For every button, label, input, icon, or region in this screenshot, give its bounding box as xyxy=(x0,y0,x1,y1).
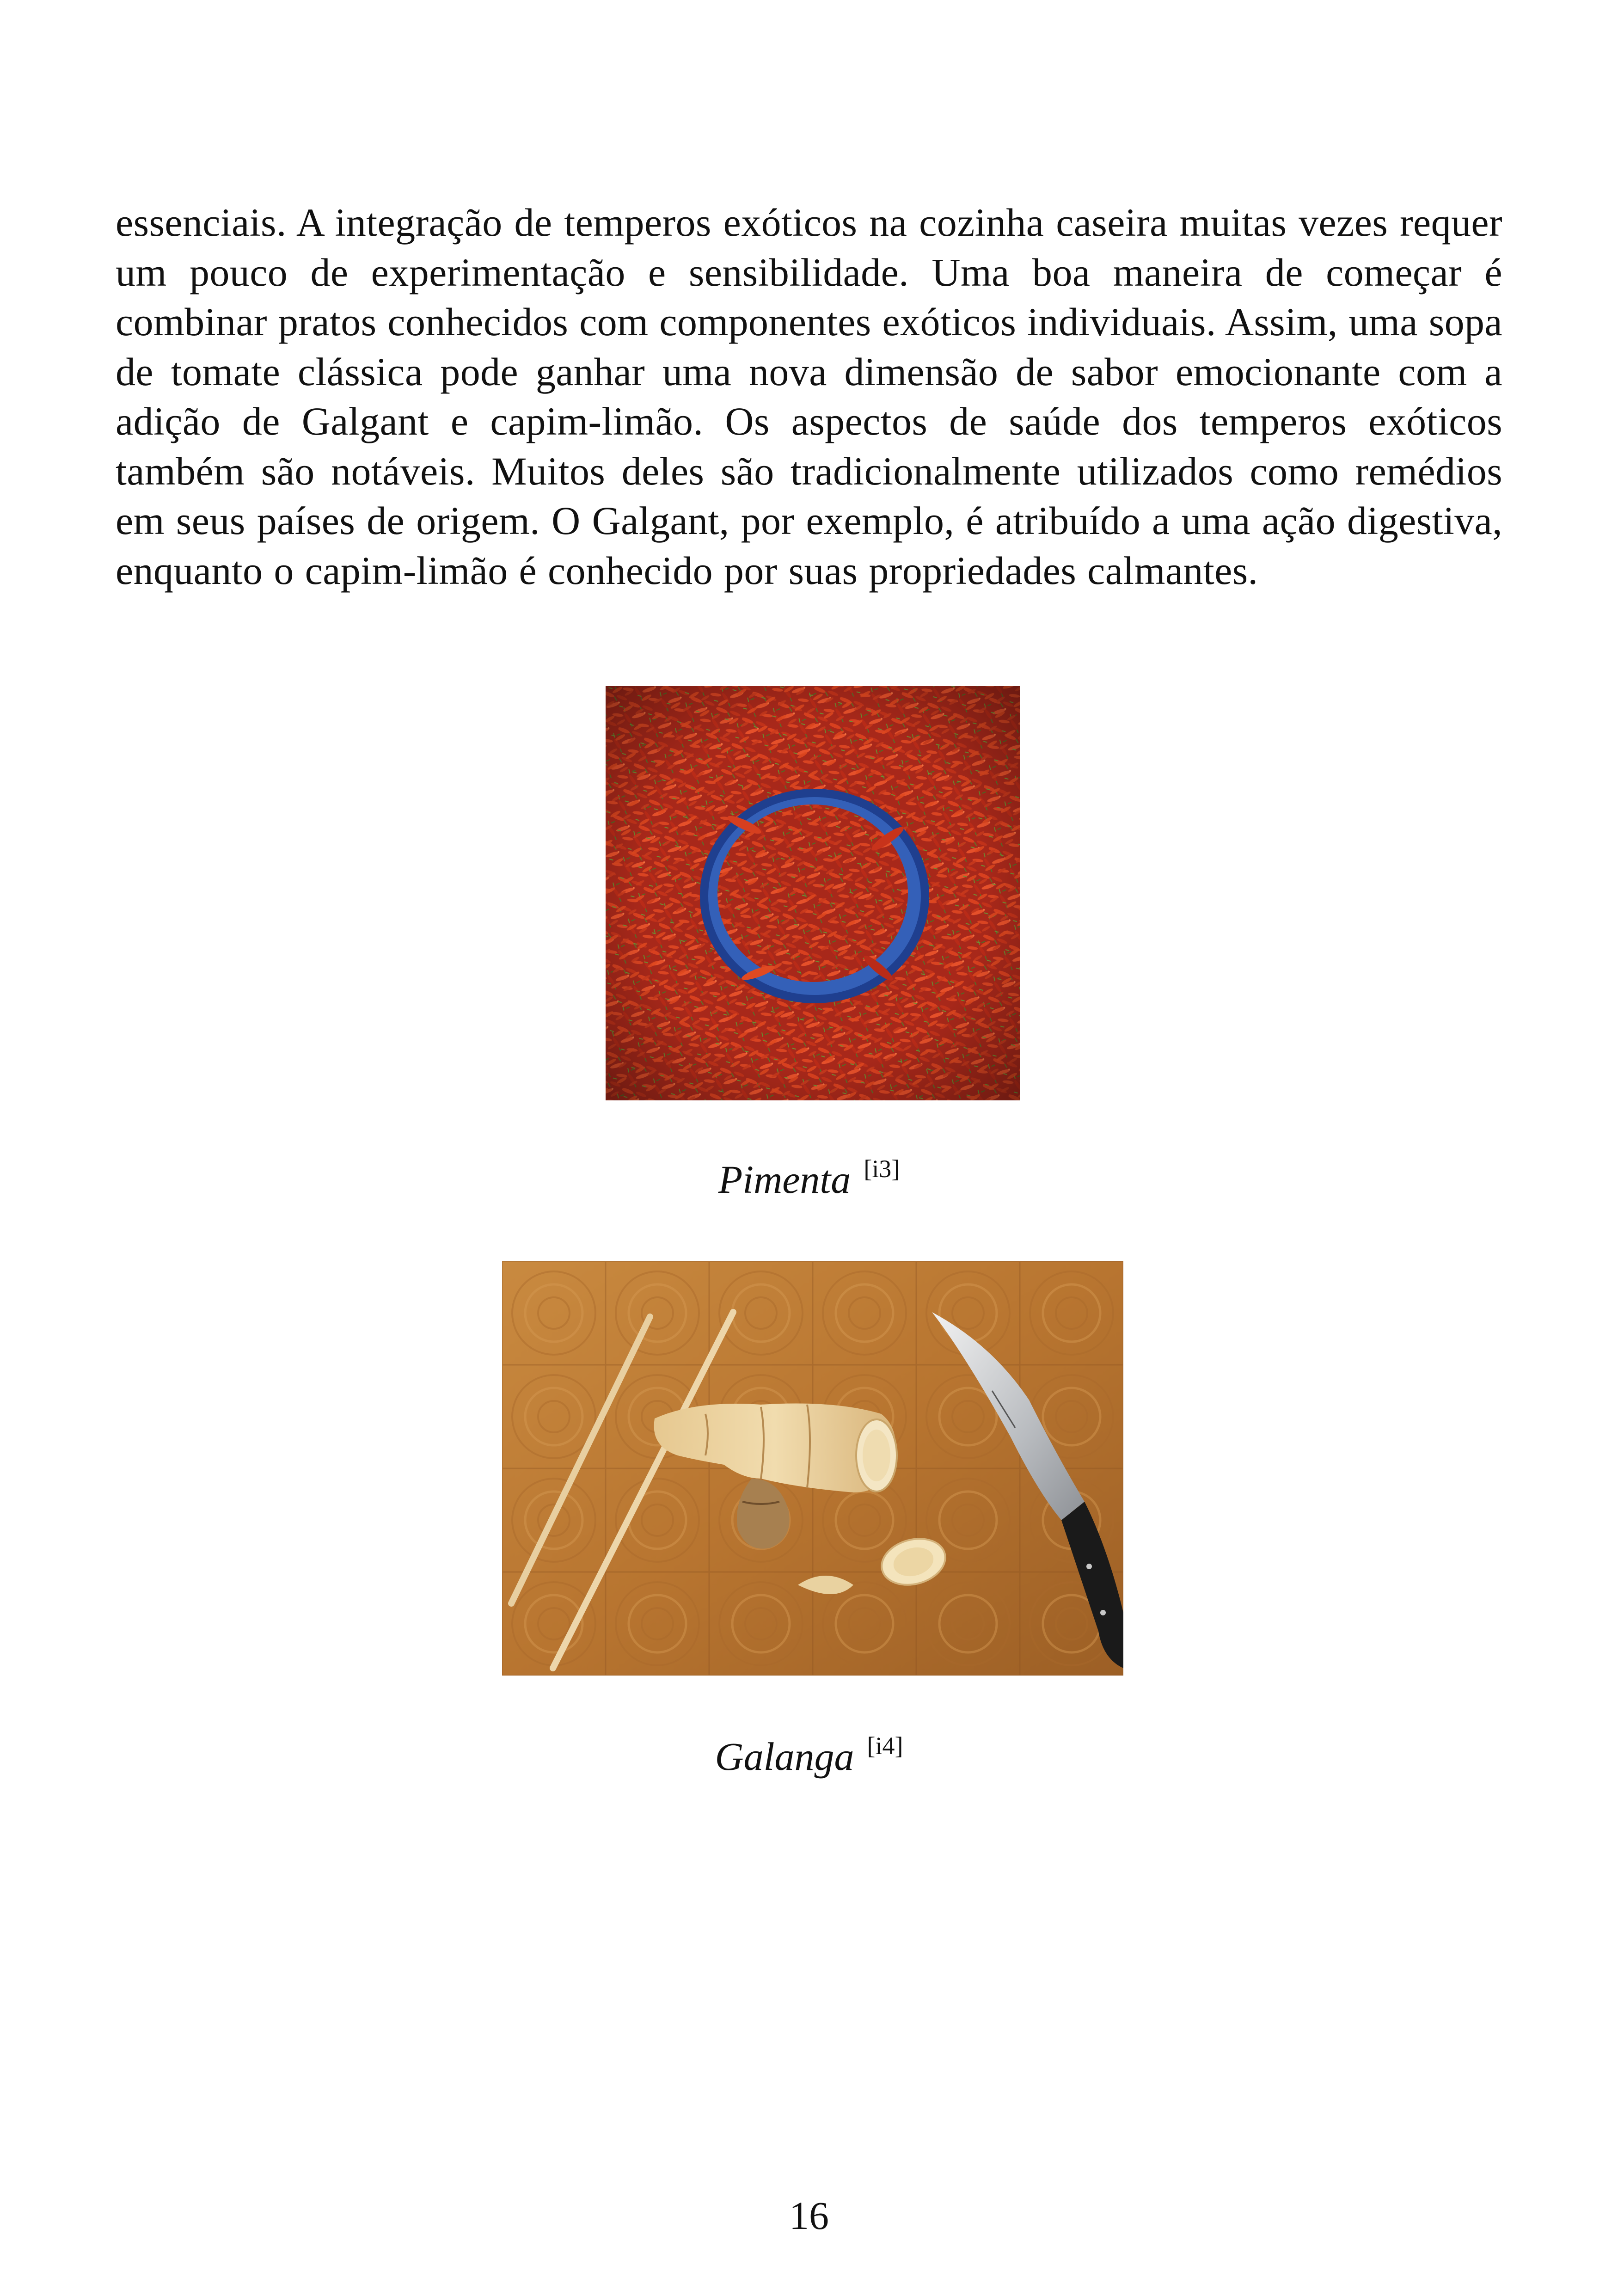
figure-galangal-image xyxy=(502,1261,1123,1676)
galangal-photo xyxy=(502,1261,1123,1676)
caption-pepper xyxy=(0,1146,1618,1203)
caption-galangal-text: Galanga xyxy=(715,1734,854,1779)
caption-pepper-ref: [i3] xyxy=(864,1155,900,1183)
caption-galangal-ref: [i4] xyxy=(867,1732,903,1760)
caption-galangal xyxy=(0,1723,1618,1780)
caption-pepper-text: Pimenta xyxy=(718,1157,851,1202)
page-number: 16 xyxy=(789,2193,829,2238)
figure-pepper-image xyxy=(606,686,1020,1100)
body-paragraph: essenciais. A integração de temperos exóticos na cozinha caseira muitas vezes requer um pouco de experimentação e sensibilidade. Uma boa maneira de começar é combinar pratos conhecidos com componentes exóticos individuais. Assim, uma sopa de tomate clássica pode ganhar uma nova dimensão de sabor emocionante com a adição de Galgant e capim-limão. Os aspectos de saúde dos temperos exóticos também são notáveis. Muitos deles são tradicionalmente utilizados como remédios em seus países de origem. O Galgant, por exemplo, é atribuído a uma ação digestiva, enquanto o capim-limão é conhecido por suas propriedades calmantes. xyxy=(116,200,1502,593)
pepper-photo xyxy=(606,686,1020,1100)
